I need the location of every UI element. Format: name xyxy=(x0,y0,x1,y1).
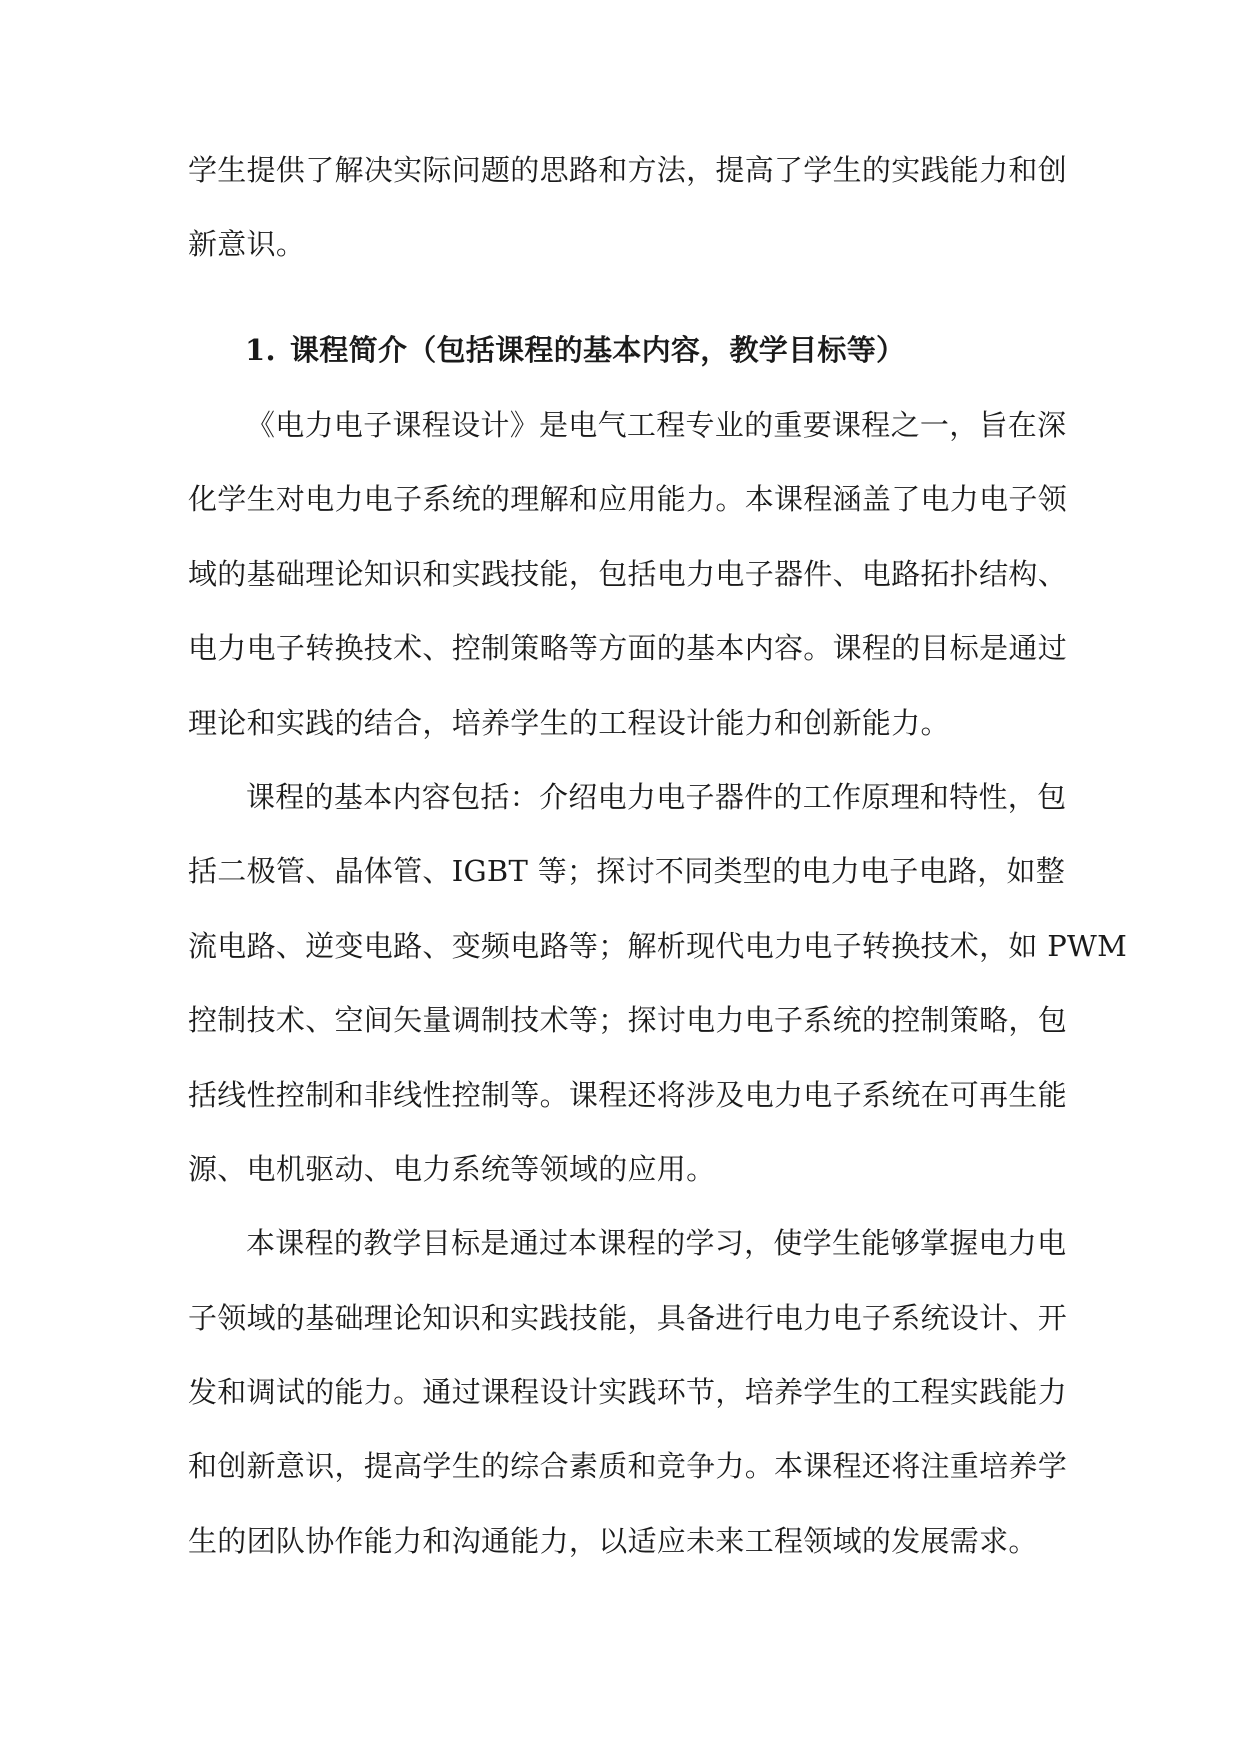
text-line: 《电力电子课程设计》是电气工程专业的重要课程之一，旨在深 xyxy=(246,408,1067,442)
text-line: 域的基础理论知识和实践技能，包括电力电子器件、电路拓扑结构、 xyxy=(188,556,1068,591)
paragraph-content xyxy=(188,760,1128,1206)
text-line: 课程的基本内容包括：介绍电力电子器件的工作原理和特性，包 xyxy=(246,779,1067,814)
text-line: 新意识。 xyxy=(188,227,306,262)
paragraph-objectives xyxy=(188,1206,1068,1578)
text-line: 生的团队协作能力和沟通能力，以适应未来工程领域的发展需求。 xyxy=(188,1523,1038,1558)
text-line: 电力电子转换技术、控制策略等方面的基本内容。课程的目标是通过 xyxy=(188,631,1068,666)
text-line: 和创新意识，提高学生的综合素质和竞争力。本课程还将注重培养学 xyxy=(188,1449,1068,1484)
section-heading xyxy=(245,313,905,387)
continued-paragraph xyxy=(188,133,1068,282)
text-line: 本课程的教学目标是通过本课程的学习，使学生能够掌握电力电 xyxy=(246,1226,1067,1261)
text-line: 子领域的基础理论知识和实践技能，具备进行电力电子系统设计、开 xyxy=(188,1300,1068,1335)
section-title: 课程简介（包括课程的基本内容，教学目标等） xyxy=(290,333,906,367)
text-line: 理论和实践的结合，培养学生的工程设计能力和创新能力。 xyxy=(188,705,950,740)
text-line: 化学生对电力电子系统的理解和应用能力。本课程涵盖了电力电子领 xyxy=(188,482,1068,517)
text-line: 发和调试的能力。通过课程设计实践环节，培养学生的工程实践能力 xyxy=(188,1375,1068,1410)
text-line: 源、电机驱动、电力系统等领域的应用。 xyxy=(188,1151,716,1186)
section-body xyxy=(188,388,1128,1578)
section-number: 1. xyxy=(245,333,276,367)
text-line: 控制技术、空间矢量调制技术等；探讨电力电子系统的控制策略，包 xyxy=(188,1003,1068,1038)
text-line: 流电路、逆变电路、变频电路等；解析现代电力电子转换技术，如 PWM xyxy=(188,928,1128,963)
text-line: 学生提供了解决实际问题的思路和方法，提高了学生的实践能力和创 xyxy=(188,153,1068,187)
text-line: 括二极管、晶体管、IGBT 等；探讨不同类型的电力电子电路，如整 xyxy=(188,854,1066,889)
paragraph-intro xyxy=(188,388,1068,760)
text-line: 括线性控制和非线性控制等。课程还将涉及电力电子系统在可再生能 xyxy=(188,1077,1068,1112)
